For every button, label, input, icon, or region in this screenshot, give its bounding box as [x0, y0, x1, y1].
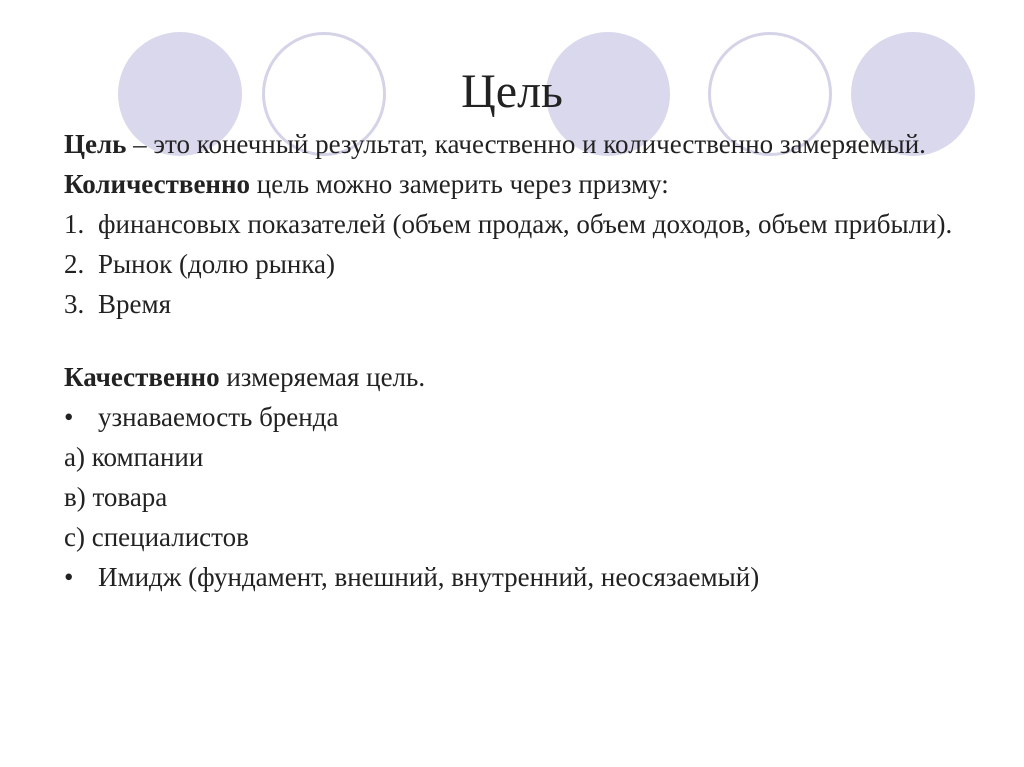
- slide-title: Цель: [461, 65, 563, 118]
- bullet-text-1: узнаваемость бренда: [98, 402, 339, 432]
- definition-paragraph: [64, 128, 984, 160]
- bullet-text-2: Имидж (фундамент, внешний, внутренний, неосязаемый): [98, 562, 760, 592]
- quantitative-term: Количественно: [64, 169, 251, 199]
- letter-item-b: в) товара: [64, 482, 168, 512]
- bullet-item-2: [64, 561, 984, 593]
- numbered-item-3: [64, 288, 984, 320]
- quantitative-paragraph: [64, 168, 984, 200]
- definition-text: – это конечный результат, качественно и количественно замеряемый.: [126, 129, 926, 159]
- bullet-icon: •: [64, 562, 74, 592]
- qualitative-paragraph: [64, 361, 984, 393]
- qualitative-term: Качественно: [64, 362, 220, 392]
- bullet-icon: •: [64, 402, 74, 432]
- numbered-marker-1: 1.: [64, 209, 85, 239]
- numbered-item-2: [64, 248, 984, 280]
- slide-body: [64, 128, 984, 601]
- numbered-text-1: финансовых показателей (объем продаж, объем доходов, объем прибыли).: [98, 209, 953, 239]
- quantitative-text: цель можно замерить через призму:: [250, 169, 669, 199]
- definition-term: Цель: [64, 129, 127, 159]
- numbered-text-2: Рынок (долю рынка): [98, 249, 336, 279]
- letter-item-c: с) специалистов: [64, 522, 249, 552]
- spacer: [64, 328, 984, 361]
- qualitative-text: измеряемая цель.: [219, 362, 426, 392]
- letter-item-a: а) компании: [64, 442, 204, 472]
- numbered-marker-3: 3.: [64, 289, 85, 319]
- bullet-item-1: [64, 401, 984, 433]
- numbered-text-3: Время: [98, 289, 171, 319]
- numbered-marker-2: 2.: [64, 249, 85, 279]
- numbered-item-1: [64, 208, 984, 240]
